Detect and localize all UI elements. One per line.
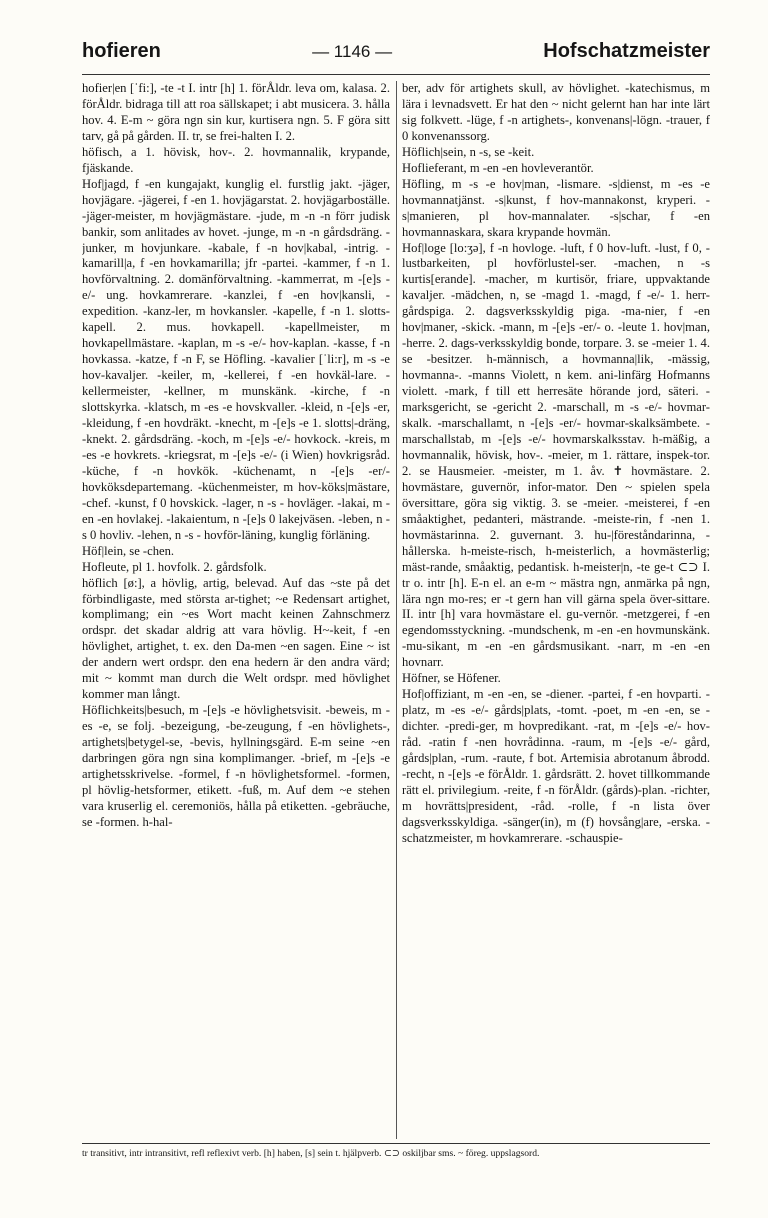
entry-hoefisch: höfisch, a 1. hövisk, hov-. 2. hovmannalik, krypande, fjäskande. — [82, 144, 390, 175]
entry-hoefling: Höfling, m -s -e hov|man, -lismare. -s|dienst, m -es -e hovmannatjänst. -s|kunst, f hov-mannakonst, kryperi. -s|manieren, pl hov-mannalater. -s|schar, f -en hovmannaskara, skara krypande hovmän. — [402, 176, 710, 239]
entry-hoeflichsein: Höflich|sein, n -s, se -keit. — [402, 144, 535, 159]
text-columns — [82, 81, 710, 1139]
header-last-word: Hofschatzmeister — [543, 40, 710, 62]
entry-hoeflich: höflich [ø:], a hövlig, artig, belevad. Auf das ~ste på det förbindligaste, med största ar-tighet; ~e Redensart artighet, komplimang; ein ~es Wort macht keinen Zahnschmerz ordspr. det skadar aldrig att vara hövlig. H~-keit, f -en hövlighet, artighet, t. ex. den Da-men ~en sagen. Eine ~ ist der andern wert ordspr. den ena hedern är den andra värd; mit ~ kommt man durch die Welt ordspr. med hövlighet kommer man långt. — [82, 575, 390, 702]
entry-hofloge: Hof|loge [lo:ʒə], f -n hovloge. -luft, f 0 hov-luft. -lust, f 0, -lustbarkeiten, pl hovförlustel-ser. -machen, n -s kurtis[erande]. -macher, m kurtisör, friare, uppvaktande kavaljer. -mädchen, n, se -magd 1. -magd, f -e/- 1. herr-gårdspiga. 2. dagsverksskyldig piga. -ma-nier, f -en hov|maner, -skick. -mann, m -[e]s -er/- o. -leute 1. hov|man, -herre. 2. dags-verksskyldig bonde, torpare. 3. se -meier 1. 4. se -besitzer. h-männisch, a hovmanna|lik, -mässig, hovmanna-. -manns Violett, n kem. ani-linfärg Hofmanns violett. -mark, f till ett herresäte hörande jord, säteri. -marksgericht, se -gericht 2. -marschall, m -s -e/- hovmar-skalk. -marschallamt, n -[e]s -er/- hovmar-skalksämbete. -marschallstab, m -[e]s -e/- hovmarskalksstav. h-mäßig, a hovmannalik, hövisk, hov-. -meier, m 1. rättare, inspek-tor. 2. se Hausmeier. -meister, m 1. åv. ✝ hovmästare. 2. hovmästare, guvernör, infor-mator. Den ~ spielen spela översittare, göra sig viktig. 3. se -meier. -meisterei, f -en småaktighet, pedanteri, mästrande. -meiste-rin, f -nen 1. hovmästarinna. 2. guvernant. 3. hu-|föreståndarinna, -hållerska. h-meiste-risch, h-meisterlich, a hovmästerlig; mäst-rande, småaktig, pedantisk. h-meister|n, -te ge-t ⊂⊃ I. tr o. intr [h]. E-n el. an e-m ~ mästra ngn, anmärka på ngn, lära ngn mo-res; er -t gern han vill gärna spela över-sittare. II. intr [h] vara hovmästare el. gu-vernör. -metzgerei, f -en egendomsstyckning. -mundschenk, m -en -en hovmunskänk. -mu-sikant, m -en -en gårdsmusikant. -narr, m -en -en hovnarr. — [402, 240, 710, 670]
page-number: — 1146 — — [312, 42, 393, 61]
right-column — [402, 81, 710, 1139]
header-first-word: hofieren — [82, 40, 161, 62]
entry-hofoffiziant: Hof|offiziant, m -en -en, se -diener. -partei, f -en hovparti. -platz, m -es -e/- gårds|plats, -tomt. -poet, m -en -en, se -dichter. -predi-ger, m hovpredikant. -rat, m -[e]s -e/- hov-råd. -ratin f -nen hovrådinna. -raum, m -[e]s -e/- gård, gårds|plan, -rum. -raute, f bot. Artemisia abrotanum åbrodd. -recht, n -[e]s -e förÅldr. 1. gårdsrätt. 2. hovet tillkommande rätt el. privilegium. -reite, f -n förÅldr. (gårds)-plan. -richter, m hovrätts|president, -råd. -rolle, f -n lista över dagsverksskyldiga. -sänger(in), m (f) hovsång|are, -erska. -schatzmeister, m hovkamrerare. -schauspie- — [402, 687, 710, 845]
running-header — [82, 40, 710, 75]
entry-hoeflein: Höf|lein, se -chen. — [82, 543, 175, 558]
left-column — [82, 81, 390, 1139]
entry-hoefner: Höfner, se Höfener. — [402, 671, 501, 686]
entry-hoflieferant: Hoflieferant, m -en -en hovleverantör. — [402, 160, 594, 175]
entry-hofieren: hofier|en [ˈfi:], -te -t I. intr [h] 1. förÅldr. leva om, kalasa. 2. förÅldr. bidraga till att roa sällskapet; i abt musicera. 3. hålla hov. 4. E-m ~ göra ngn sin kur, kurtisera ngn. 5. F göra sitt tarv, gå på gården. II. tr, se frei-halten I. 2. — [82, 81, 390, 143]
entry-hofjagd: Hof|jagd, f -en kungajakt, kunglig el. furstlig jakt. -jäger, hovjägare. -jägerei, f -en 1. hovjägarstat. 2. hovjägarboställe. -jäger-meister, m hovjägmästare. -jude, m -n -n förr judisk bankir, som anlitades av hovet. -junge, m -n -n gårdsdräng. -junker, m hovjunkare. -kabale, f -n hov|kabal, -intrig. -kamarill|a, f -en hovkamarilla; jfr -partei. -kammer, f -n 1. hovförvaltning. 2. domänförvaltning. -kammerrat, m -[e]s -e/- ung. hovkamrerare. -kanzlei, f -en hov|kansli, -expedition. -kanz-ler, m hovkansler. -kapelle, f -n 1. slotts-kapell. 2. mus. hovkapell. -kapellmeister, m hovkapellmästare. -kaplan, m -s -e/- hov-kaplan. -kasse, f -n hovkassa. -katze, f -n F, se Höfling. -kavalier [ˈli:r], m -s -e hov-kavaljer. -keiler, m, -kellerei, f -en hovkäl-lare. -kellermeister, -kellner, m munskänk. -kirche, f -n slottskyrka. -klatsch, m -es -e hovskvaller. -kleid, n -[e]s -er, -kleidung, f -en hovdräkt. -knecht, m -[e]s -e 1. slotts|-dräng, -knekt. 2. gårdsdräng. -koch, m -[e]s -e/- hovkock. -kreis, m -es -e hovkrets. -kriegsrat, m -[e]s -e/- (i Wien) hovkrigsråd. -küche, f -n hovkök. -küchenamt, n -[e]s -er/- hovköksdepartemang. -küchenmeister, m hov-köks|mästare, -chef. -kunst, f 0 hovskick. -lager, n -s - hovläger. -lakai, m -en -en hovlakej. -lakaientum, n -[e]s 0 lakejväsen. -leben, n -s 0 hovliv. -lehen, n -s - hovför-läning, kunglig förläning. — [82, 176, 390, 542]
entry-hoeflichkeitsbesuch: Höflichkeits|besuch, m -[e]s -e hövlighetsvisit. -beweis, m -es -e, se folj. -bezeigung, -be-zeugung, f -en hövlighets-, artighets|betygel-se, -bevis, hyllningsgärd. E-m seine ~en darbringen göra ngn sina komplimanger. -brief, m -[e]s -e artighetsskrivelse. -formel, f -n hövlighetsformel. -formen, pl hövlig-hetsformer, etikett. -fuß, m. Auf dem ~e stehen vara kruserlig el. ceremoniös, hålla på etiketten. -gebräuche, se -formen. h-hal- — [82, 703, 390, 829]
abbreviation-footer: tr transitivt, intr intransitivt, refl reflexivt verb. [h] haben, [s] sein t. hjälpverb. ⊂⊃ oskiljbar sms. ~ föreg. uppslagsord. — [82, 1143, 710, 1159]
entry-continuation: ber, adv för artighets skull, av hövlighet. -katechismus, m lära i levnadsvett. Er hat den ~ nicht gelernt han har inte lärt sig folkvett. -lüge, f -n artighets-, konvenans|-lögn. -trauer, f 0 konvenanssorg. — [402, 81, 710, 143]
entry-hofleute: Hofleute, pl 1. hovfolk. 2. gårdsfolk. — [82, 559, 267, 574]
